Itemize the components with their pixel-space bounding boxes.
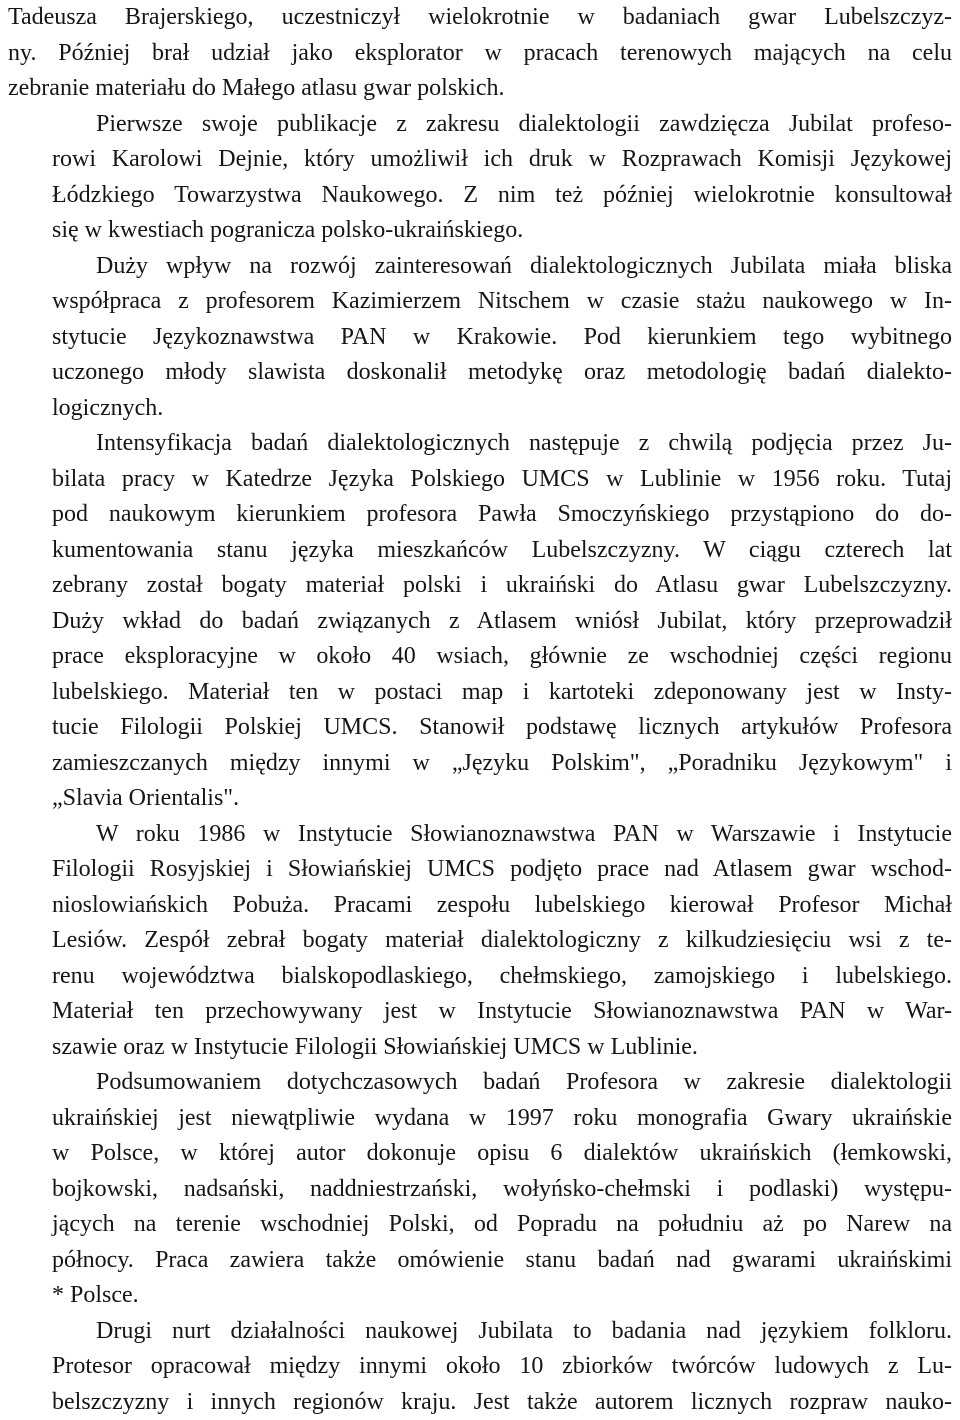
text-line: belszczyzny i innych regionów kraju. Jest także autorem licznych rozpraw nauko- bbox=[8, 1385, 952, 1420]
text-line: Materiał ten przechowywany jest w Instytucie Słowianoznawstwa PAN w War- bbox=[8, 994, 952, 1030]
text-line: Łódzkiego Towarzystwa Naukowego. Z nim też później wielokrotnie konsultował bbox=[8, 178, 952, 214]
text-line: Duży wkład do badań związanych z Atlasem wniósł Jubilat, który przeprowadził bbox=[8, 604, 952, 640]
paragraph-3 bbox=[8, 249, 952, 427]
text-line: zebrany został bogaty materiał polski i ukraiński do Atlasu gwar Lubelszczyzny. bbox=[8, 568, 952, 604]
paragraph-1 bbox=[8, 0, 952, 107]
text-line: logicznych. bbox=[8, 391, 952, 427]
text-line: renu województwa bialskopodlaskiego, chełmskiego, zamojskiego i lubelskiego. bbox=[8, 959, 952, 995]
text-line: lubelskiego. Materiał ten w postaci map i kartoteki zdeponowany jest w Insty- bbox=[8, 675, 952, 711]
text-line: pod naukowym kierunkiem profesora Pawła Smoczyńskiego przystąpiono do do- bbox=[8, 497, 952, 533]
text-line: Duży wpływ na rozwój zainteresowań dialektologicznych Jubilata miała bliska bbox=[8, 249, 952, 285]
text-line: jących na terenie wschodniej Polski, od Popradu na południu aż po Narew na bbox=[8, 1207, 952, 1243]
text-line: bojkowski, nadsański, naddniestrzański, wołyńsko-chełmski i podlaski) występu- bbox=[8, 1172, 952, 1208]
text-line: Lesiów. Zespół zebrał bogaty materiał dialektologiczny z kilkudziesięciu wsi z te- bbox=[8, 923, 952, 959]
text-line: „Slavia Orientalis". bbox=[8, 781, 952, 817]
text-line: kumentowania stanu języka mieszkańców Lubelszczyzny. W ciągu czterech lat bbox=[8, 533, 952, 569]
text-line: zebranie materiału do Małego atlasu gwar polskich. bbox=[8, 71, 952, 107]
text-line: uczonego młody slawista doskonalił metodykę oraz metodologię badań dialekto- bbox=[8, 355, 952, 391]
text-line: w Polsce, w której autor dokonuje opisu 6 dialektów ukraińskich (łemkowski, bbox=[8, 1136, 952, 1172]
text-line: tucie Filologii Polskiej UMCS. Stanowił podstawę licznych artykułów Profesora bbox=[8, 710, 952, 746]
text-line: Drugi nurt działalności naukowej Jubilata to badania nad językiem folkloru. bbox=[8, 1314, 952, 1350]
paragraph-7 bbox=[8, 1314, 952, 1420]
text-line: * Polsce. bbox=[8, 1278, 952, 1314]
paragraph-5 bbox=[8, 817, 952, 1066]
text-line: Tadeusza Brajerskiego, uczestniczył wielokrotnie w badaniach gwar Lubelszczyz- bbox=[8, 0, 952, 36]
text-line: Podsumowaniem dotychczasowych badań Profesora w zakresie dialektologii bbox=[8, 1065, 952, 1101]
text-line: zamieszczanych między innymi w „Języku Polskim", „Poradniku Językowym" i bbox=[8, 746, 952, 782]
paragraph-2 bbox=[8, 107, 952, 249]
text-line: stytucie Językoznawstwa PAN w Krakowie. Pod kierunkiem tego wybitnego bbox=[8, 320, 952, 356]
text-line: Intensyfikacja badań dialektologicznych następuje z chwilą podjęcia przez Ju- bbox=[8, 426, 952, 462]
text-line: się w kwestiach pogranicza polsko-ukraińskiego. bbox=[8, 213, 952, 249]
text-line: Pierwsze swoje publikacje z zakresu dialektologii zawdzięcza Jubilat profeso- bbox=[8, 107, 952, 143]
paragraph-6 bbox=[8, 1065, 952, 1314]
text-line: nioslowiańskich Pobuża. Pracami zespołu lubelskiego kierował Profesor Michał bbox=[8, 888, 952, 924]
text-line: ny. Później brał udział jako eksplorator w pracach terenowych mających na celu bbox=[8, 36, 952, 72]
text-line: szawie oraz w Instytucie Filologii Słowiańskiej UMCS w Lublinie. bbox=[8, 1030, 952, 1066]
text-line: współpraca z profesorem Kazimierzem Nitschem w czasie stażu naukowego w In- bbox=[8, 284, 952, 320]
text-line: bilata pracy w Katedrze Języka Polskiego UMCS w Lublinie w 1956 roku. Tutaj bbox=[8, 462, 952, 498]
text-line: Filologii Rosyjskiej i Słowiańskiej UMCS podjęto prace nad Atlasem gwar wschod- bbox=[8, 852, 952, 888]
text-line: W roku 1986 w Instytucie Słowianoznawstwa PAN w Warszawie i Instytucie bbox=[8, 817, 952, 853]
paragraph-4 bbox=[8, 426, 952, 817]
text-line: Protesor opracował między innymi około 10 zbiorków twórców ludowych z Lu- bbox=[8, 1349, 952, 1385]
text-line: północy. Praca zawiera także omówienie stanu badań nad gwarami ukraińskimi bbox=[8, 1243, 952, 1279]
text-line: ukraińskiej jest niewątpliwie wydana w 1997 roku monografia Gwary ukraińskie bbox=[8, 1101, 952, 1137]
text-line: prace eksploracyjne w około 40 wsiach, głównie ze wschodniej części regionu bbox=[8, 639, 952, 675]
text-line: rowi Karolowi Dejnie, który umożliwił ich druk w Rozprawach Komisji Językowej bbox=[8, 142, 952, 178]
